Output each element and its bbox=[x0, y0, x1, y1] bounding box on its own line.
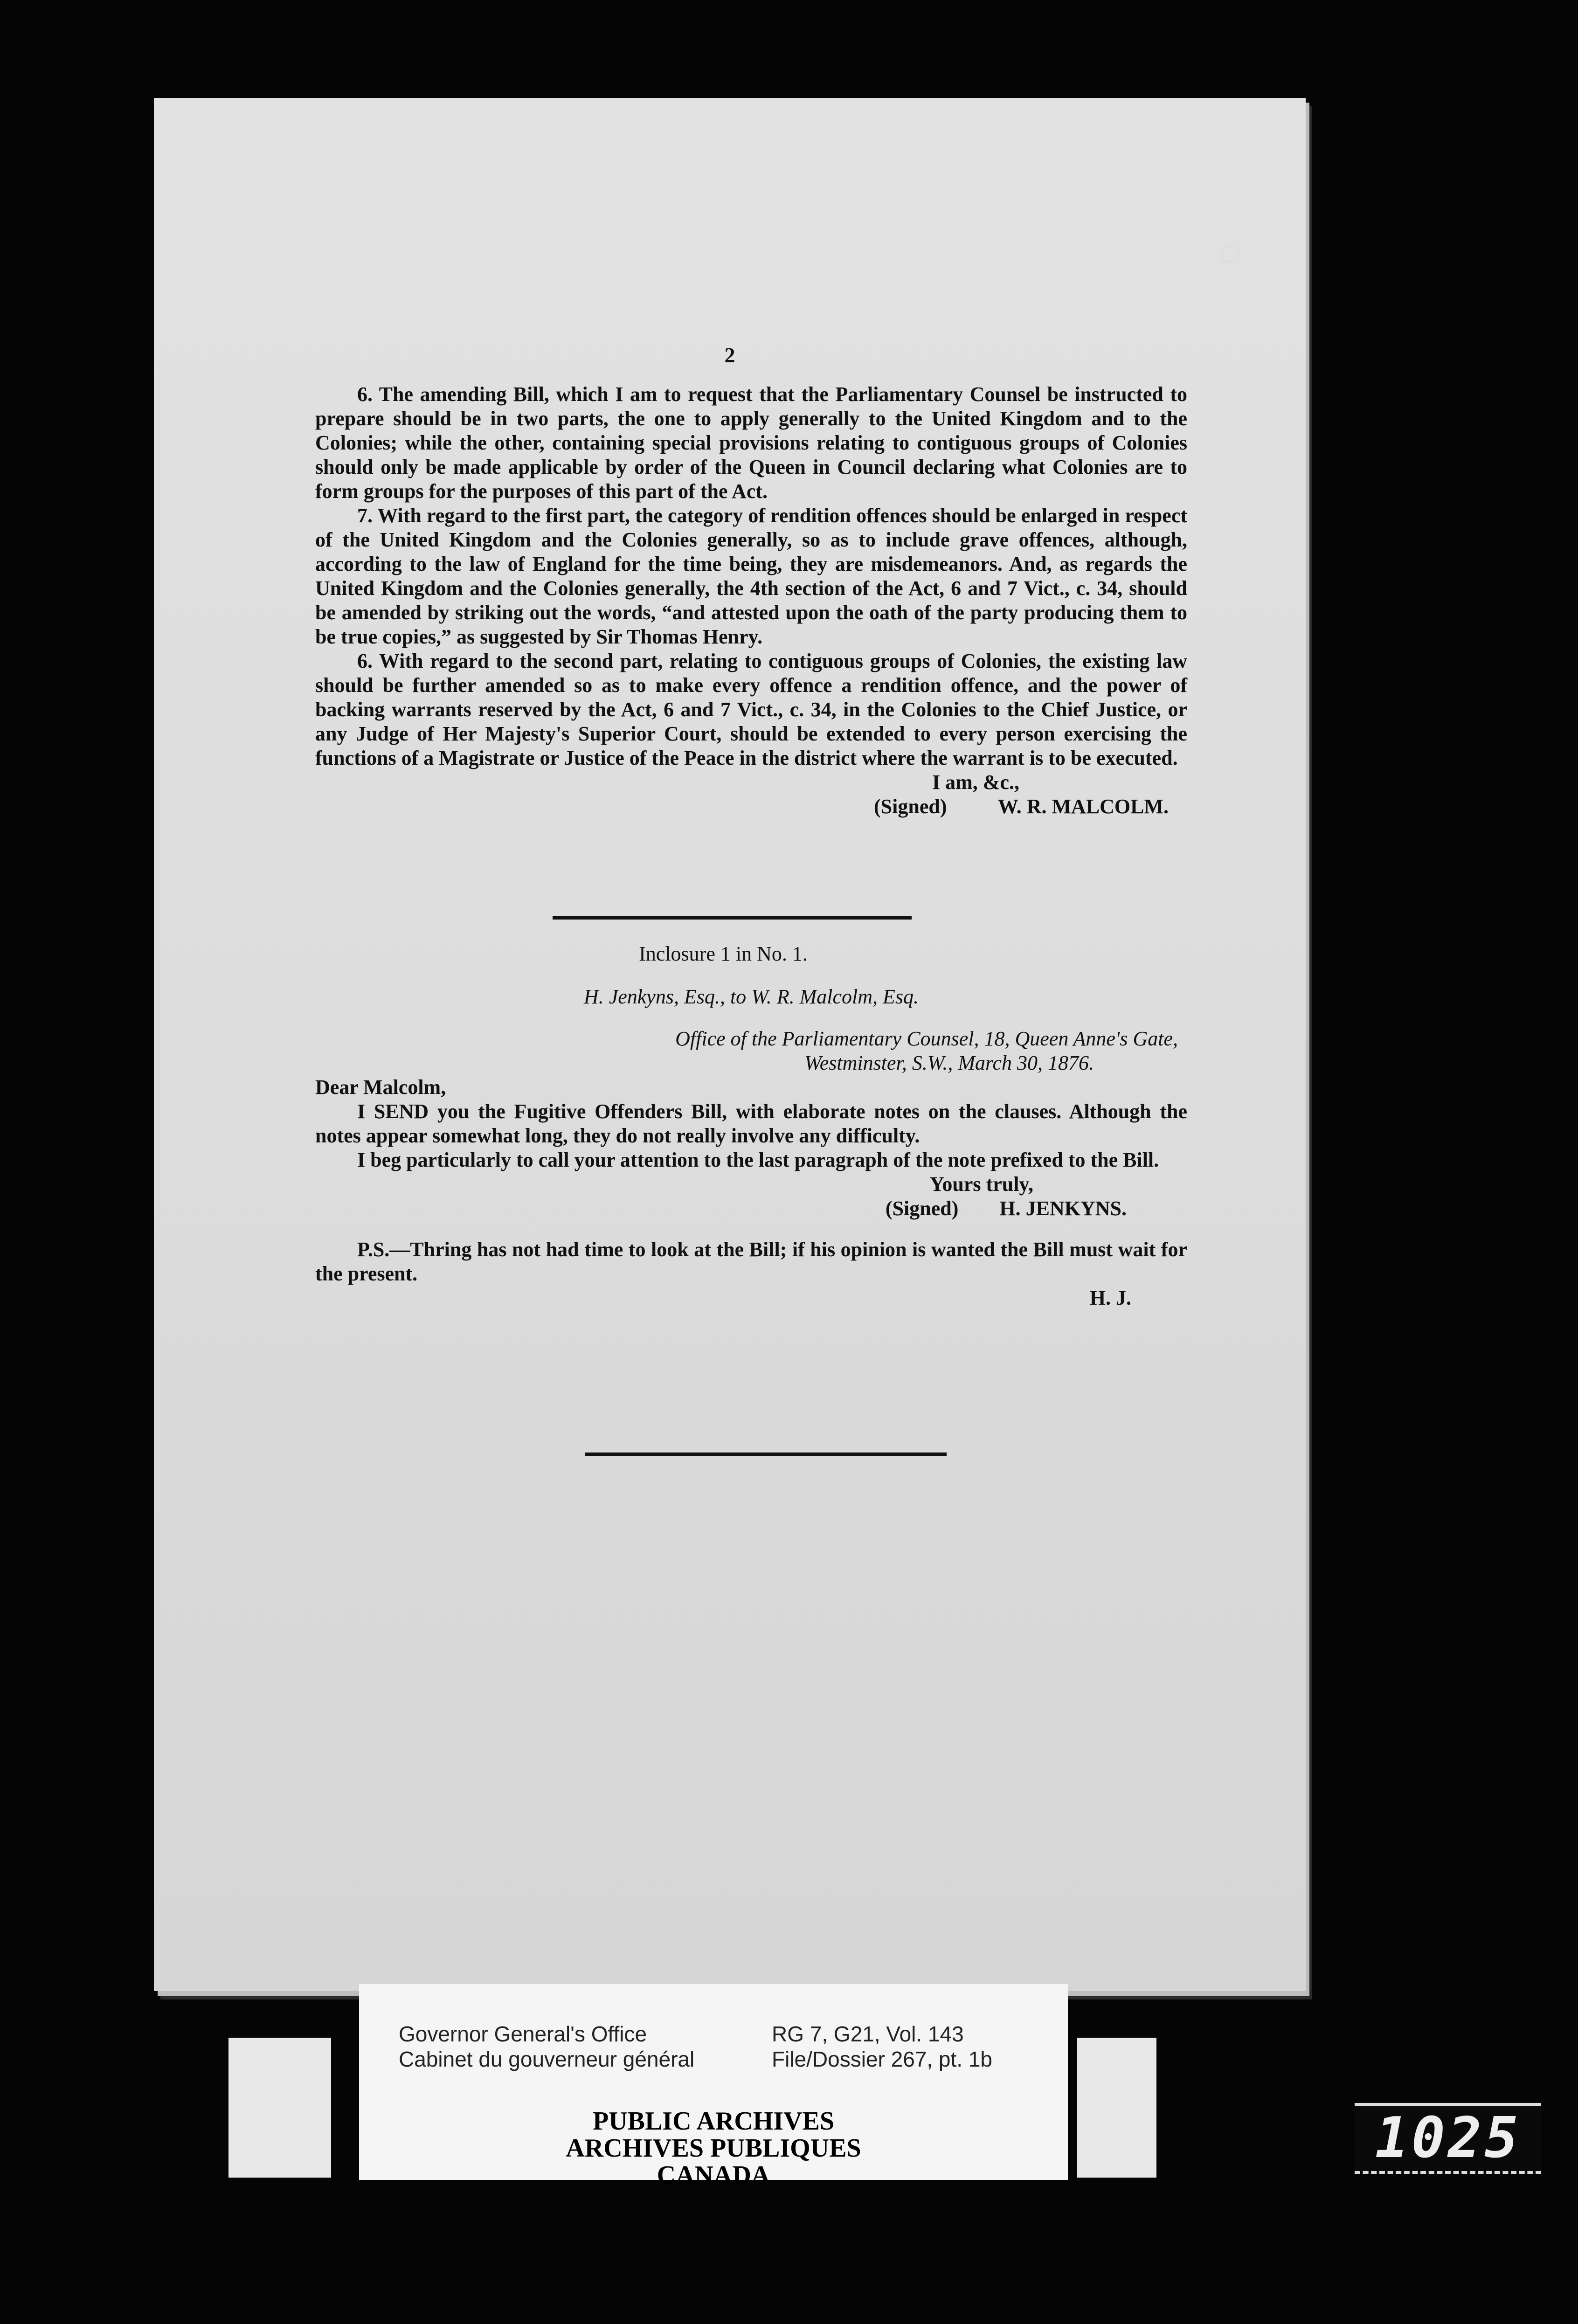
archives-name bbox=[359, 2108, 1068, 2189]
paragraph-7: 7. With regard to the first part, the category of rendition offences should be enlarged in respect of the United Kingdom and the Colonies generally, so as to include grave offences, although, according to the law of England for the time being, they are misdemeanors. And, as regards the United Kingdom and the Colonies generally, the 4th section of the Act, 6 and 7 Vict., c. 34, should be amended by striking out the words, “and attested upon the oath of the party producing them to be true copies,” as suggested by Sir Thomas Henry. bbox=[315, 504, 1187, 648]
page-number: 2 bbox=[724, 343, 735, 367]
postscript: P.S.—Thring has not had time to look at the Bill; if his opinion is wanted the Bill must wait for the present. bbox=[315, 1238, 1187, 1285]
inclosure-signed-label: (Signed) bbox=[885, 1197, 959, 1220]
salutation: Dear Malcolm, bbox=[315, 1076, 446, 1099]
inclosure-from-to: H. Jenkyns, Esq., to W. R. Malcolm, Esq. bbox=[583, 985, 919, 1008]
archive-office bbox=[399, 2021, 694, 2072]
office-en: Governor General's Office bbox=[399, 2022, 647, 2046]
section-divider-bottom bbox=[585, 1452, 947, 1456]
archives-fr: ARCHIVES PUBLIQUES bbox=[566, 2134, 861, 2163]
reference-volume: RG 7, G21, Vol. 143 bbox=[772, 2022, 964, 2046]
address-line-2: Westminster, S.W., March 30, 1876. bbox=[804, 1051, 1094, 1074]
document-page bbox=[154, 98, 1306, 1991]
label-tab-left bbox=[228, 2038, 331, 2178]
archives-en: PUBLIC ARCHIVES bbox=[592, 2107, 835, 2136]
letter-body bbox=[315, 382, 1187, 819]
label-tab-right bbox=[1077, 2038, 1156, 2178]
inclosure-closing: Yours truly, bbox=[929, 1173, 1033, 1196]
postscript-initials: H. J. bbox=[1089, 1286, 1131, 1309]
paragraph-6b: 6. With regard to the second part, relating to contiguous groups of Colonies, the existing law should be further amended so as to make every offence a rendition offence, and the power of backing warrants reserved by the Act, 6 and 7 Vict., c. 34, in the Colonies to the Chief Justice, or any Judge of Her Majesty's Superior Court, should be extended to every person exercising the functions of a Magistrate or Justice of the Peace in the district where the warrant is to be executed. bbox=[315, 650, 1187, 769]
closing-line: I am, &c., bbox=[932, 771, 1019, 794]
inclosure-paragraph-1: I SEND you the Fugitive Offenders Bill, with elaborate notes on the clauses. Although the notes appear somewhat long, they do not really involve any difficulty. bbox=[315, 1100, 1187, 1147]
frame-counter: 1025 bbox=[1355, 2103, 1541, 2174]
inclosure-section bbox=[315, 942, 1187, 1310]
inclosure-signer: H. JENKYNS. bbox=[999, 1197, 1127, 1220]
office-fr: Cabinet du gouverneur général bbox=[399, 2047, 695, 2071]
inclosure-paragraph-2: I beg particularly to call your attention to the last paragraph of the note prefixed to the Bill. bbox=[357, 1148, 1159, 1171]
section-divider-top bbox=[553, 916, 912, 920]
paragraph-6: 6. The amending Bill, which I am to request that the Parliamentary Counsel be instructed to prepare should be in two parts, the one to apply generally to the United Kingdom and to the Colonies; while the other, containing special provisions relating to contiguous groups of Colonies should only be made applicable by order of the Queen in Council declaring what Colonies are to form groups for the purposes of this part of the Act. bbox=[315, 383, 1187, 503]
archive-reference bbox=[772, 2021, 992, 2072]
edge-mark-icon: ○ bbox=[1217, 229, 1243, 276]
archives-country: CANADA bbox=[657, 2161, 770, 2190]
inclosure-title: Inclosure 1 in No. 1. bbox=[639, 942, 808, 965]
inclosure-signature-line bbox=[315, 1197, 1187, 1221]
signer-name: W. R. MALCOLM. bbox=[997, 795, 1169, 818]
signed-label: (Signed) bbox=[874, 795, 947, 818]
signature-line bbox=[315, 795, 1187, 819]
address-line-1: Office of the Parliamentary Counsel, 18, Queen Anne's Gate, bbox=[675, 1027, 1178, 1050]
reference-file: File/Dossier 267, pt. 1b bbox=[772, 2047, 993, 2071]
